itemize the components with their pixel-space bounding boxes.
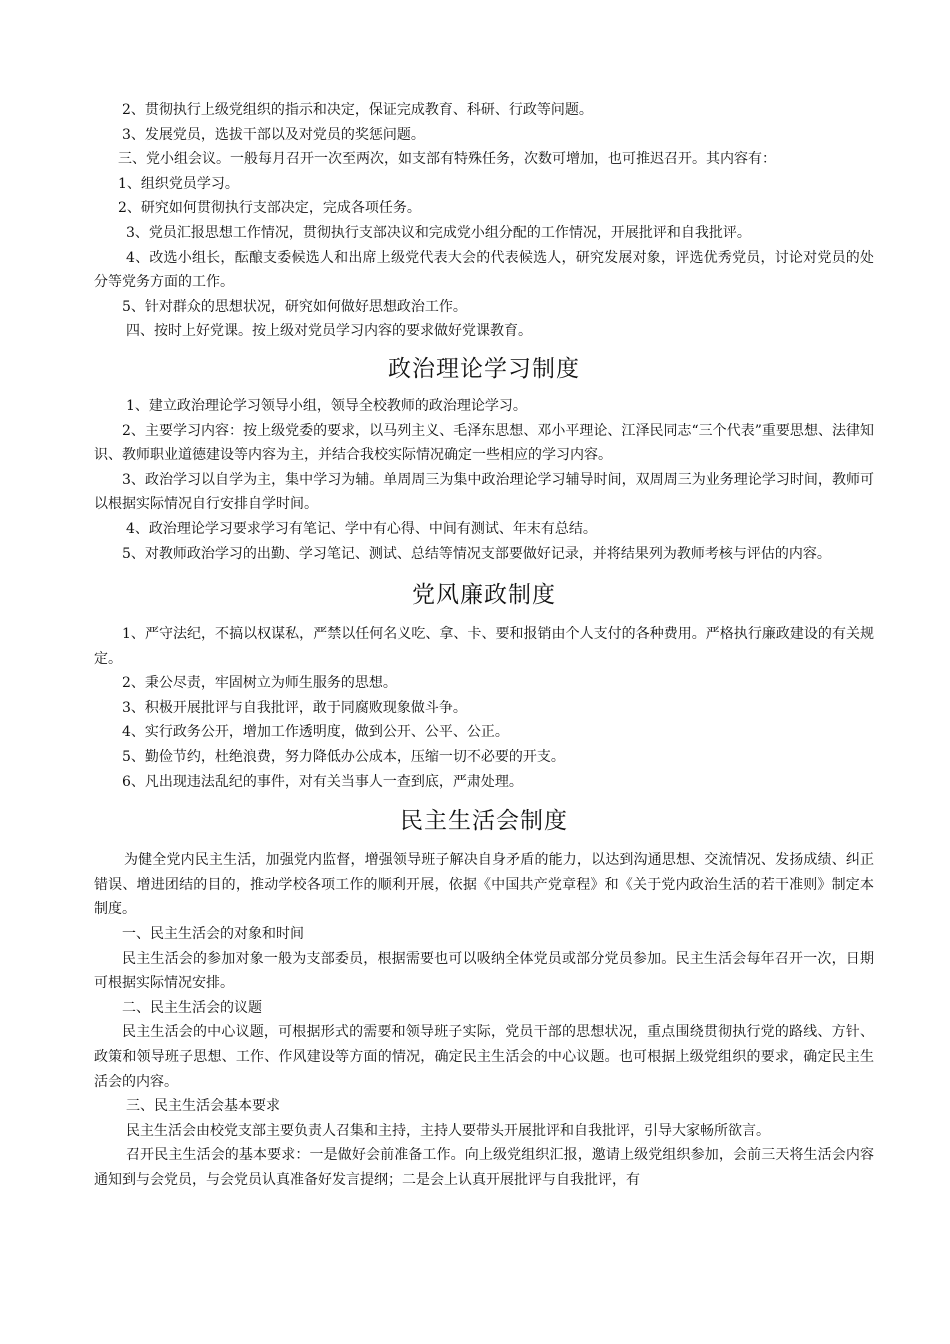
paragraph: 1、严守法纪，不搞以权谋私，严禁以任何名义吃、拿、卡、要和报销由个人支付的各种费用。严格执行廉政建设的有关规定。 [94,626,874,667]
paragraph: 6、凡出现违法乱纪的事件，对有关当事人一查到底，严肃处理。 [122,773,523,790]
paragraph: 2、研究如何贯彻执行支部决定，完成各项任务。 [118,200,421,217]
paragraph: 召开民主生活会的基本要求：一是做好会前准备工作。向上级党组织汇报，邀请上级党组织参加，会前三天将生活会内容通知到与会党员，与会党员认真准备好发言提纲；二是会上认真开展批评与自我批评，有 [94,1147,874,1188]
paragraph: 1、建立政治理论学习领导小组，领导全校教师的政治理论学习。 [126,397,527,414]
document-page [94,98,874,1193]
paragraph: 3、发展党员，选拔干部以及对党员的奖惩问题。 [122,126,425,143]
paragraph: 2、主要学习内容：按上级党委的要求，以马列主义、毛泽东思想、邓小平理论、江泽民同志“三个代表”重要思想、法律知识、教师职业道德建设等内容为主，并结合我校实际情况确定一些相应的学习内容。 [94,422,874,464]
paragraph: 3、积极开展批评与自我批评，敢于同腐败现象做斗争。 [122,699,467,716]
paragraph: 一、民主生活会的对象和时间 [122,926,304,943]
paragraph: 1、组织党员学习。 [118,175,239,192]
paragraph: 5、针对群众的思想状况，研究如何做好思想政治工作。 [122,298,467,315]
paragraph: 2、秉公尽责，牢固树立为师生服务的思想。 [122,675,397,692]
paragraph: 民主生活会的中心议题，可根据形式的需要和领导班子实际，党员干部的思想状况，重点围绕贯彻执行党的路线、方针、政策和领导班子思想、工作、作风建设等方面的情况，确定民主生活会的中心议题。也可根据上级党组织的要求，确定民主生活会的内容。 [94,1024,874,1090]
paragraph: 3、党员汇报思想工作情况，贯彻执行支部决议和完成党小组分配的工作情况，开展批评和自我批评。 [126,224,751,241]
paragraph: 4、政治理论学习要求学习有笔记、学中有心得、中间有测试、年末有总结。 [126,520,597,537]
paragraph: 三、民主生活会基本要求 [126,1098,280,1115]
paragraph: 四、按时上好党课。按上级对党员学习内容的要求做好党课教育。 [126,323,532,340]
paragraph: 三、党小组会议。一般每月召开一次至两次，如支部有特殊任务，次数可增加，也可推迟召开。其内容有： [118,151,776,168]
section-title-integrity: 党风廉政制度 [412,582,556,609]
paragraph: 4、改选小组长，酝酿支委候选人和出席上级党代表大会的代表候选人，研究发展对象，评选优秀党员，讨论对党员的处分等党务方面的工作。 [94,249,874,291]
paragraph: 为健全党内民主生活，加强党内监督，增强领导班子解决自身矛盾的能力，以达到沟通思想、交流情况、发扬成绩、纠正错误、增进团结的目的，推动学校各项工作的顺利开展，依据《中国共产党章程》和《关于党内政治生活的若干准则》制定本制度。 [94,852,874,918]
paragraph: 民主生活会由校党支部主要负责人召集和主持，主持人要带头开展批评和自我批评，引导大家畅所欲言。 [126,1122,770,1139]
paragraph: 2、贯彻执行上级党组织的指示和决定，保证完成教育、科研、行政等问题。 [122,102,593,118]
paragraph: 5、对教师政治学习的出勤、学习笔记、测试、总结等情况支部要做好记录，并将结果列为教师考核与评估的内容。 [122,545,831,562]
paragraph: 4、实行政务公开，增加工作透明度，做到公开、公平、公正。 [122,724,509,741]
section-title-politics: 政治理论学习制度 [388,355,580,382]
paragraph: 3、政治学习以自学为主，集中学习为辅。单周周三为集中政治理论学习辅导时间，双周周三为业务理论学习时间，教师可以根据实际情况自行安排自学时间。 [94,471,874,513]
paragraph: 5、勤俭节约，杜绝浪费，努力降低办公成本，压缩一切不必要的开支。 [122,749,565,766]
paragraph: 二、民主生活会的议题 [122,999,262,1016]
paragraph: 民主生活会的参加对象一般为支部委员，根据需要也可以吸纳全体党员或部分党员参加。民主生活会每年召开一次，日期可根据实际情况安排。 [94,950,874,992]
section-title-democratic: 民主生活会制度 [400,808,568,835]
